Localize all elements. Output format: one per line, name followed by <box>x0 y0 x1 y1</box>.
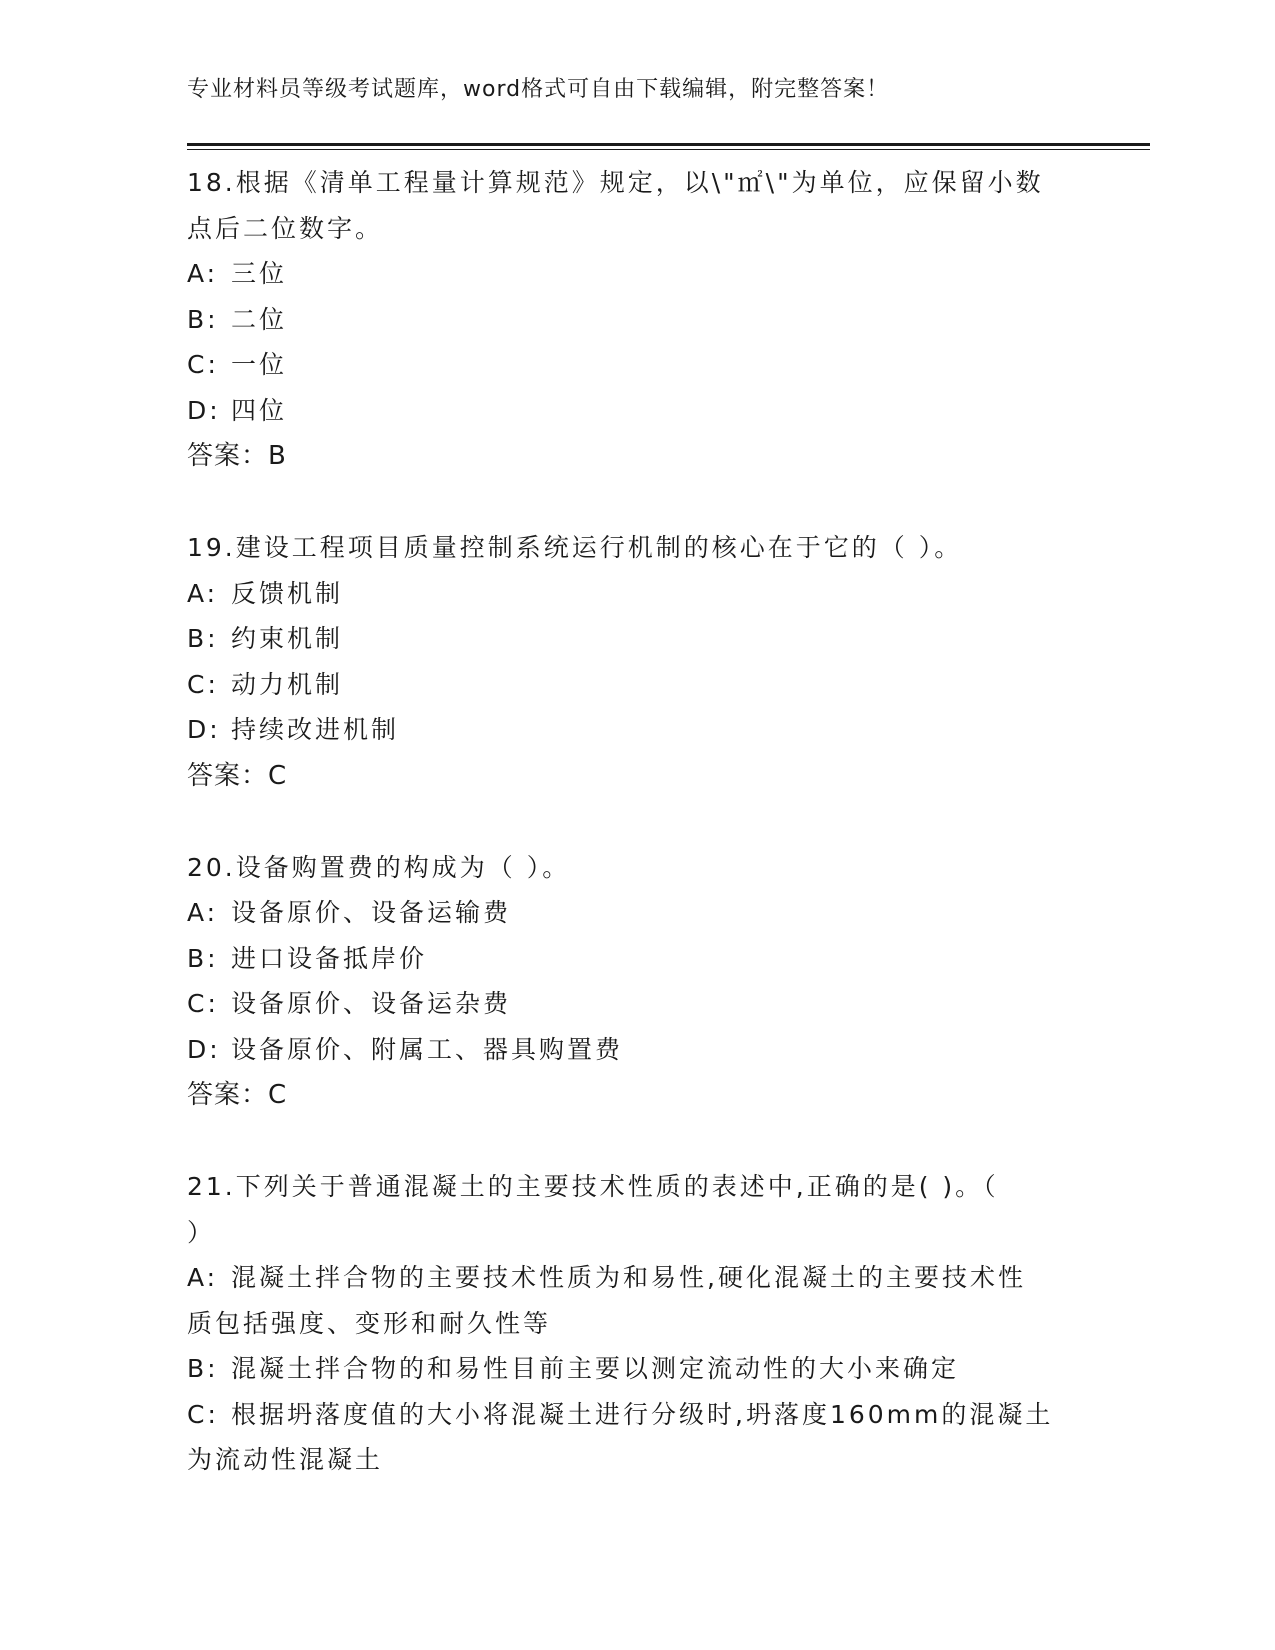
option-text: 约束机制 <box>231 624 344 653</box>
option-line <box>187 342 1087 388</box>
option-line <box>187 297 1087 343</box>
page-header: 专业材料员等级考试题库，word格式可自由下载编辑，附完整答案！ <box>187 77 890 102</box>
option-letter: D: <box>187 1034 221 1064</box>
option-text: 三位 <box>231 259 288 288</box>
option-line <box>187 571 1087 617</box>
option-letter: B: <box>187 304 219 334</box>
header-divider-thin <box>187 149 1150 150</box>
option-line <box>187 616 1087 662</box>
question-block <box>187 525 1087 799</box>
option-letter: C: <box>187 989 219 1018</box>
option-line <box>187 936 1087 982</box>
answer-line: 答案：C <box>187 760 288 791</box>
option-letter: C: <box>187 1399 219 1429</box>
option-letter: A: <box>187 898 219 927</box>
option-text: 设备原价、设备运输费 <box>231 898 512 927</box>
option-text: 持续改进机制 <box>231 715 400 744</box>
option-text: 四位 <box>231 395 288 425</box>
question-block <box>187 1164 1087 1483</box>
option-letter: B: <box>187 943 219 973</box>
option-text: 设备原价、设备运杂费 <box>231 989 512 1018</box>
question-stem: 18.根据《清单工程量计算规范》规定，以\"㎡\"为单位，应保留小数 <box>187 168 1044 197</box>
option-line <box>187 1027 1087 1073</box>
option-text: 设备原价、附属工、器具购置费 <box>231 1034 624 1064</box>
question-stem: 20.设备购置费的构成为（ ）。 <box>187 852 571 882</box>
question-stem: 19.建设工程项目质量控制系统运行机制的核心在于它的（ ）。 <box>187 533 963 562</box>
option-text: 质包括强度、变形和耐久性等 <box>187 1308 552 1338</box>
option-letter: A: <box>187 1263 219 1292</box>
option-text: 进口设备抵岸价 <box>231 943 428 973</box>
option-letter: A: <box>187 259 219 288</box>
option-text: 反馈机制 <box>231 578 344 608</box>
question-stem: 21.下列关于普通混凝土的主要技术性质的表述中,正确的是( )。（ <box>187 1172 999 1201</box>
option-line <box>187 1255 1087 1301</box>
answer-line: 答案：C <box>187 1080 288 1110</box>
option-text: 一位 <box>231 350 288 379</box>
option-text: 混凝土拌合物的主要技术性质为和易性,硬化混凝土的主要技术性 <box>231 1263 1026 1292</box>
option-line <box>187 981 1087 1027</box>
option-line <box>187 890 1087 936</box>
option-text: 根据坍落度值的大小将混凝土进行分级时,坍落度160mm的混凝土 <box>231 1399 1054 1429</box>
question-list <box>187 160 1087 1529</box>
question-stem: 点后二位数字。 <box>187 213 384 243</box>
option-line <box>187 251 1087 297</box>
option-line <box>187 1437 1087 1483</box>
option-text: 动力机制 <box>231 669 344 699</box>
header-divider <box>187 143 1150 146</box>
option-letter: D: <box>187 715 221 744</box>
option-letter: C: <box>187 350 219 379</box>
option-line <box>187 1301 1087 1347</box>
option-letter: D: <box>187 395 221 425</box>
option-line <box>187 662 1087 708</box>
question-block <box>187 845 1087 1119</box>
answer-line: 答案：B <box>187 441 287 471</box>
option-letter: B: <box>187 624 219 653</box>
option-text: 混凝土拌合物的和易性目前主要以测定流动性的大小来确定 <box>231 1354 960 1383</box>
option-text: 二位 <box>231 304 288 334</box>
option-letter: C: <box>187 669 219 699</box>
option-text: 为流动性混凝土 <box>187 1445 384 1474</box>
option-letter: A: <box>187 578 219 608</box>
option-letter: B: <box>187 1354 219 1383</box>
question-block <box>187 160 1087 479</box>
option-line <box>187 1346 1087 1392</box>
question-stem: ） <box>187 1217 216 1247</box>
option-line <box>187 1392 1087 1438</box>
option-line <box>187 707 1087 753</box>
option-line <box>187 388 1087 434</box>
